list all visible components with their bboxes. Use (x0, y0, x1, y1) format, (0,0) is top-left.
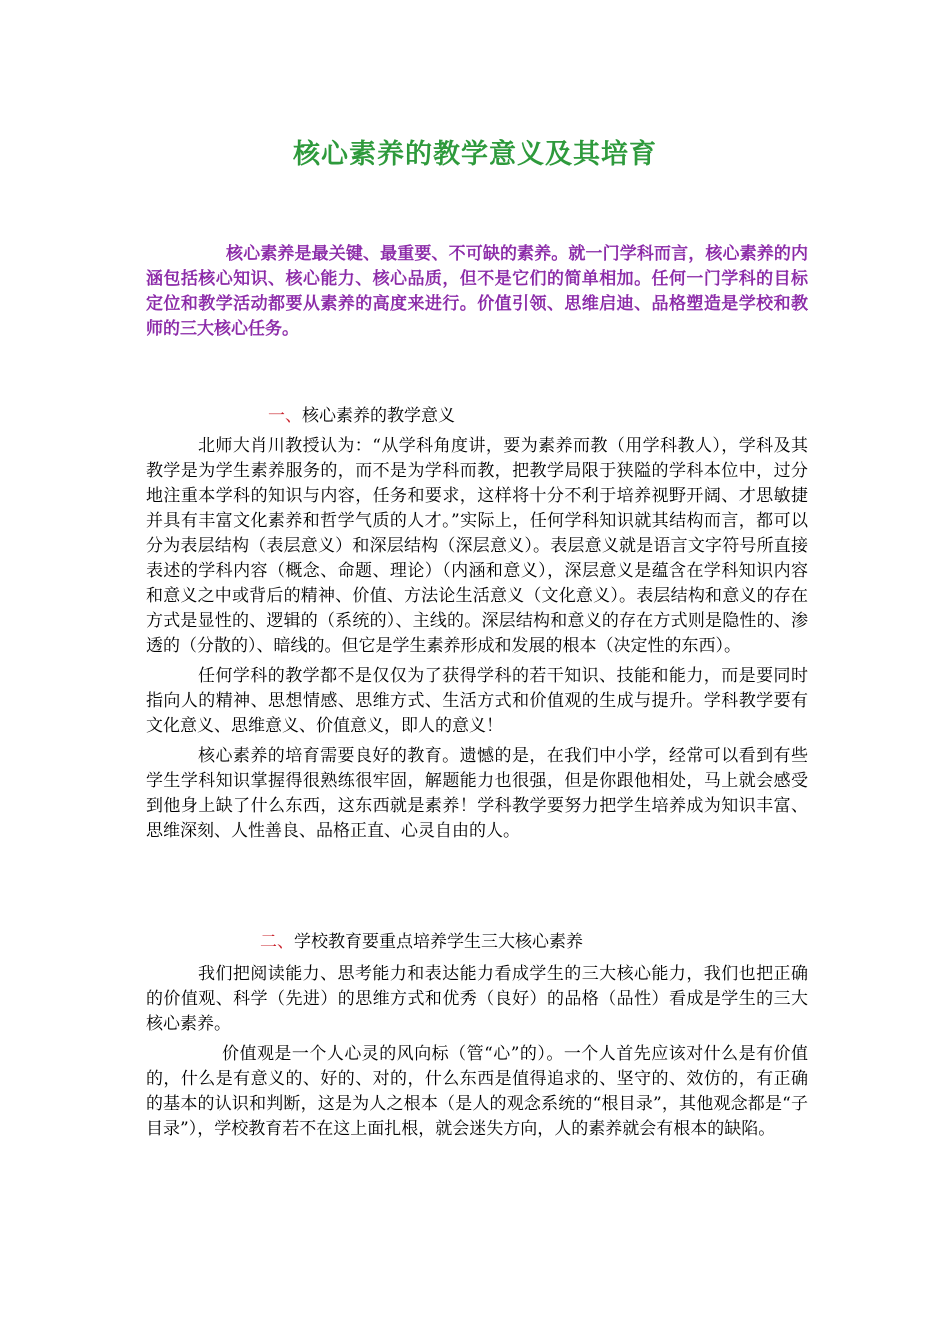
section-2-body (146, 962, 808, 1147)
paragraph: 核心素养的培育需要良好的教育。遗憾的是，在我们中小学，经常可以看到有些学生学科知识掌握得很熟练很牢固，解题能力也很强，但是你跟他相处，马上就会感受到他身上缺了什么东西，这东西就是素养！学科教学要努力把学生培养成为知识丰富、思维深刻、人性善良、品格正直、心灵自由的人。 (146, 746, 808, 841)
section-heading-1 (268, 404, 455, 429)
section-heading-2 (260, 930, 583, 955)
section-1-body (146, 434, 808, 849)
section-number-1: 一、 (268, 406, 302, 426)
paragraph: 我们把阅读能力、思考能力和表达能力看成学生的三大核心能力，我们也把正确的价值观、科学（先进）的思维方式和优秀（良好）的品格（品性）看成是学生的三大核心素养。 (146, 964, 808, 1034)
paragraph: 任何学科的教学都不是仅仅为了获得学科的若干知识、技能和能力，而是要同时指向人的精神、思想情感、思维方式、生活方式和价值观的生成与提升。学科教学要有文化意义、思维意义、价值意义，即人的意义！ (146, 666, 808, 736)
section-heading-2-text: 学校教育要重点培养学生三大核心素养 (294, 932, 583, 952)
section-number-2: 二、 (260, 932, 294, 952)
intro-paragraph: 核心素养是最关键、最重要、不可缺的素养。就一门学科而言，核心素养的内涵包括核心知识、核心能力、核心品质，但不是它们的简单相加。任何一门学科的目标定位和教学活动都要从素养的高度来进行。价值引领、思维启迪、品格塑造是学校和教师的三大核心任务。 (146, 244, 808, 339)
paragraph: 价值观是一个人心灵的风向标（管“心”的）。一个人首先应该对什么是有价值的，什么是有意义的、好的、对的，什么东西是值得追求的、坚守的、效仿的，有正确的基本的认识和判断，这是为人之根本（是人的观念系统的“根目录”，其他观念都是“子目录”），学校教育若不在这上面扎根，就会迷失方向，人的素养就会有根本的缺陷。 (146, 1044, 808, 1139)
document-title: 核心素养的教学意义及其培育 (293, 139, 657, 170)
section-heading-1-text: 核心素养的教学意义 (302, 406, 455, 426)
paragraph: 北师大肖川教授认为：“从学科角度讲，要为素养而教（用学科教人），学科及其教学是为学生素养服务的，而不是为学科而教，把教学局限于狭隘的学科本位中，过分地注重本学科的知识与内容，任务和要求，这样将十分不利于培养视野开阔、才思敏捷并具有丰富文化素养和哲学气质的人才。”实际上，任何学科知识就其结构而言，都可以分为表层结构（表层意义）和深层结构（深层意义）。表层意义就是语言文字符号所直接表述的学科内容（概念、命题、理论）（内涵和意义），深层意义是蕴含在学科知识内容和意义之中或背后的精神、价值、方法论生活意义（文化意义）。表层结构和意义的存在方式是显性的、逻辑的（系统的）、主线的。深层结构和意义的存在方式则是隐性的、渗透的（分散的）、暗线的。但它是学生素养形成和发展的根本（决定性的东西）。 (146, 436, 808, 656)
